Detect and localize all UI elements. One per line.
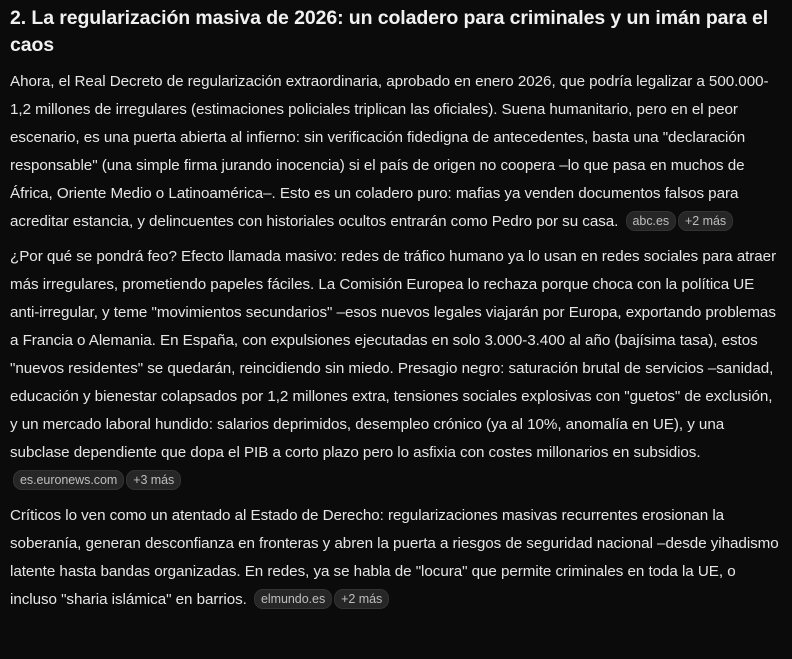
paragraph-1 xyxy=(10,68,782,236)
section-heading: 2. La regularización masiva de 2026: un coladero para criminales y un imán para el caos xyxy=(10,7,769,56)
more-sources-chip[interactable]: +2 más xyxy=(678,211,733,231)
source-chip-euronews[interactable]: es.euronews.com xyxy=(13,470,124,490)
paragraph-text: Ahora, el Real Decreto de regularización extraordinaria, aprobado en enero 2026, que podría legalizar a 500.000-1,2 millones de irregulares (estimaciones policiales triplican las oficiales). Suena humanitario, pero en el peor escenario, es una puerta abierta al infierno: sin verificación fidedigna de antecedentes, basta una "declaración responsable" (una simple firma jurando inocencia) si el país de origen no coopera –lo que pasa en muchos de África, Oriente Medio o Latinoamérica–. Esto es un coladero puro: mafias ya venden documentos falsos para acreditar estancia, y delincuentes con historiales ocultos entrarán como Pedro por su casa. xyxy=(10,73,769,230)
more-sources-chip[interactable]: +2 más xyxy=(334,589,389,609)
source-chip-elmundo[interactable]: elmundo.es xyxy=(254,589,332,609)
source-chip-abc[interactable]: abc.es xyxy=(626,211,677,231)
paragraph-text: ¿Por qué se pondrá feo? Efecto llamada masivo: redes de tráfico humano ya lo usan en redes sociales para atraer más irregulares, prometiendo papeles fáciles. La Comisión Europea lo rechaza porque choca con la política UE anti-irregular, y teme "movimientos secundarios" –esos nuevos legales viajarán por Europa, exportando problemas a Francia o Alemania. En España, con expulsiones ejecutadas en solo 3.000-3.400 al año (bajísima tasa), estos "nuevos residentes" se quedarán, reincidiendo sin miedo. Presagio negro: saturación brutal de servicios –sanidad, educación y bienestar colapsados por 1,2 millones extra, tensiones sociales explosivas con "guetos" de exclusión, y un mercado laboral hundido: salarios deprimidos, desempleo crónico (ya al 10%, anomalía en UE), y una subclase dependiente que dopa el PIB a corto plazo pero lo asfixia con costes millonarios en subsidios. xyxy=(10,248,777,461)
more-sources-chip[interactable]: +3 más xyxy=(126,470,181,490)
paragraph-2 xyxy=(10,243,782,495)
paragraph-text: Críticos lo ven como un atentado al Estado de Derecho: regularizaciones masivas recurrentes erosionan la soberanía, generan desconfianza en fronteras y abren la puerta a riesgos de seguridad nacional –desde yihadismo latente hasta bandas organizadas. En redes, ya se habla de "locura" que permite criminales en toda la UE, o incluso "sharia islámica" en barrios. xyxy=(10,507,779,608)
paragraph-3 xyxy=(10,502,782,614)
